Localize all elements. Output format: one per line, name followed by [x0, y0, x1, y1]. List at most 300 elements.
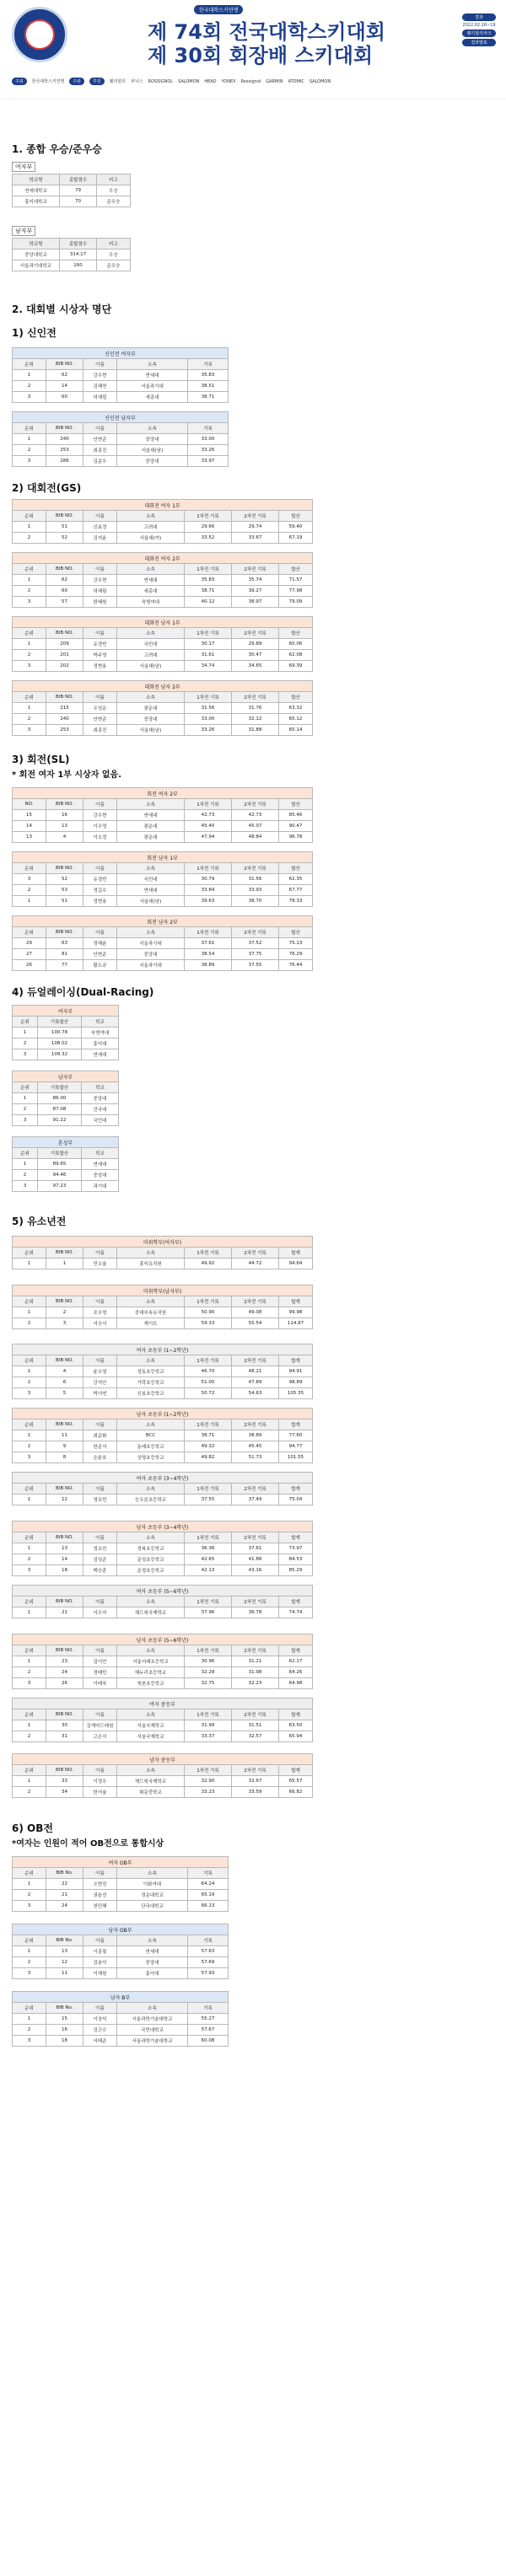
sponsor-item: SALOMON — [309, 78, 331, 84]
table-cell: 이상익 — [83, 2014, 117, 2025]
column-header: 순위 — [13, 692, 46, 703]
table-cell: 45.07 — [232, 821, 279, 832]
table-cell: 18 — [46, 2036, 83, 2047]
table-cell: 108.02 — [38, 1038, 82, 1049]
column-header: 2차전 기록 — [232, 628, 279, 639]
table-cell: 15 — [13, 810, 46, 821]
column-header: 2차전 기록 — [232, 511, 279, 522]
table-cell: 55.54 — [232, 1318, 279, 1329]
table-cell: 이화여대 — [117, 1879, 188, 1890]
column-header: 기록 — [188, 423, 229, 434]
table-row — [13, 1452, 313, 1463]
section-dual: 4) 듀얼레이싱(Dual-Racing) — [12, 986, 154, 998]
table-cell: 상명초등학교 — [117, 1452, 185, 1463]
table-cell: 91.22 — [38, 1115, 82, 1126]
column-header: 합계 — [279, 1296, 313, 1307]
table-row — [13, 703, 313, 714]
column-header: 순위 — [13, 423, 46, 434]
column-header: 이름 — [83, 564, 117, 575]
table-cell: 고려대 — [117, 522, 185, 533]
table-cell: 18 — [46, 1565, 83, 1576]
table-cell: 1 — [13, 1720, 46, 1731]
table-cell: 해누리초등학교 — [117, 1667, 185, 1678]
table-cell: 2 — [13, 714, 46, 725]
result-table — [12, 616, 313, 672]
table-cell: 32.28 — [185, 1667, 232, 1678]
table-cell: 85.46 — [279, 810, 313, 821]
table-cell: 54.63 — [232, 1388, 279, 1399]
table-cell: 66.82 — [279, 1787, 313, 1798]
table-cell: 94.77 — [279, 1441, 313, 1452]
table-cell: 손윤호 — [83, 1452, 117, 1463]
table-cell: 15 — [46, 2014, 83, 2025]
column-header: 순위 — [13, 1419, 46, 1430]
table-cell: 34.65 — [232, 661, 279, 672]
table-cell: 서울과기대 — [117, 381, 188, 392]
table-row — [13, 1181, 119, 1192]
column-header: 합계 — [279, 1355, 313, 1366]
sponsor-item: GARMIN — [266, 78, 283, 84]
table-cell: 13 — [46, 821, 83, 832]
table-cell: 세종대 — [117, 392, 188, 403]
table-caption: 여자 중등부 — [13, 1699, 313, 1709]
table-row — [13, 260, 131, 271]
table-cell: 3 — [13, 1115, 38, 1126]
column-header: 1차전 기록 — [185, 927, 232, 938]
column-header: 순위 — [13, 1532, 46, 1543]
column-header: 소속 — [117, 1355, 185, 1366]
column-header: BIB NO. — [46, 628, 83, 639]
table-cell: 9 — [46, 1441, 83, 1452]
column-header: 순위 — [13, 927, 46, 938]
table-cell: 김준우 — [83, 456, 117, 467]
table-cell: 74.74 — [279, 1607, 313, 1618]
table-cell: 31.56 — [232, 874, 279, 885]
table-cell: 2 — [13, 445, 46, 456]
table-cell: 26 — [13, 960, 46, 971]
table-cell: 휘문중학교 — [117, 1787, 185, 1798]
table-cell: 33.59 — [232, 1787, 279, 1798]
column-header: BIB NO. — [46, 1645, 83, 1656]
column-header: 종합점수 — [60, 174, 97, 185]
table-cell: 이소정 — [83, 832, 117, 843]
table-cell: 32.23 — [232, 1678, 279, 1689]
table-row — [13, 938, 313, 949]
column-header: 소속 — [117, 863, 185, 874]
table-cell: 권윤선 — [83, 1890, 117, 1901]
column-header: 소속 — [117, 564, 185, 575]
table-cell: 36.78 — [232, 1607, 279, 1618]
table-cell: 47.94 — [185, 832, 232, 843]
table-cell: 우승 — [97, 185, 131, 196]
table-row — [13, 1093, 119, 1104]
table-cell: 85.29 — [279, 1565, 313, 1576]
column-header: 1차전 기록 — [185, 1419, 232, 1430]
table-cell: 2 — [13, 650, 46, 661]
table-cell: 서울대(남) — [117, 725, 185, 736]
table-cell: 31.98 — [232, 1667, 279, 1678]
table-cell: 98.89 — [279, 1377, 313, 1388]
women-label: 여자부 — [12, 162, 35, 172]
table-cell: 32.57 — [232, 1731, 279, 1742]
column-header: 1차전 기록 — [185, 511, 232, 522]
table-cell: 윤소영 — [83, 1366, 117, 1377]
table-cell: 33.23 — [185, 1787, 232, 1798]
table-row — [13, 821, 313, 832]
column-header: 2차전 기록 — [232, 692, 279, 703]
table-cell: 연세대 — [117, 885, 185, 896]
table-cell: 가락초등학교 — [117, 1377, 185, 1388]
column-header: BIB NO. — [46, 1355, 83, 1366]
column-header: 학교 — [82, 1082, 119, 1093]
table-row — [13, 1720, 313, 1731]
table-cell: 3 — [13, 1678, 46, 1689]
table-caption: 미취학부(여자부) — [13, 1237, 313, 1248]
table-cell: 30.47 — [232, 650, 279, 661]
table-cell: 고려대 — [117, 650, 185, 661]
table-cell: 2 — [13, 1318, 46, 1329]
table-row — [13, 1430, 313, 1441]
table-cell: 12 — [46, 1495, 83, 1505]
table-cell: 31.61 — [185, 650, 232, 661]
table-row — [13, 1890, 229, 1901]
table-cell: 24 — [46, 1901, 83, 1912]
table-cell: 60.06 — [279, 639, 313, 650]
column-header: 소속 — [117, 359, 188, 370]
column-header: 합계 — [279, 1597, 313, 1607]
table-cell: 31.99 — [185, 1720, 232, 1731]
column-header: 합계 — [279, 1765, 313, 1776]
table-cell: 동래초등학교 — [117, 1441, 185, 1452]
overall-women-table — [12, 174, 131, 207]
men-label: 남자부 — [12, 226, 35, 236]
table-cell: 69.39 — [279, 661, 313, 672]
column-header: 2차전 기록 — [232, 1296, 279, 1307]
sponsor-bar — [12, 78, 494, 85]
table-cell: 게이트 — [117, 1318, 185, 1329]
column-header: BIB NO. — [46, 359, 83, 370]
ob-note: *여자는 인원이 적어 OB전으로 통합시상 — [12, 1839, 164, 1849]
table-caption: 남자부 — [13, 1071, 119, 1082]
table-cell: 38.51 — [188, 381, 229, 392]
column-header: 순위 — [13, 863, 46, 874]
table-cell: 홍익대학교 — [13, 196, 60, 207]
column-header: 기록 — [188, 1868, 229, 1879]
table-cell: 63.32 — [279, 703, 313, 714]
column-header: 소속 — [117, 628, 185, 639]
column-header: BIB NO. — [46, 799, 83, 810]
column-header: 순위 — [13, 1935, 46, 1946]
table-cell: 중앙대 — [117, 714, 185, 725]
event-date: 2022.02.16~19 — [462, 23, 496, 28]
table-caption: 남자 중등부 — [13, 1754, 313, 1765]
table-cell: 서울과기대 — [117, 960, 185, 971]
table-cell: 105.35 — [279, 1388, 313, 1399]
table-cell: 32.90 — [185, 1776, 232, 1787]
column-header: 소속 — [117, 1296, 185, 1307]
table-cell: 2 — [13, 1554, 46, 1565]
table-cell: 34 — [46, 1787, 83, 1798]
table-cell: 서승서 — [83, 1318, 117, 1329]
table-cell: 37.49 — [232, 1495, 279, 1505]
table-cell: 오현진 — [83, 1879, 117, 1890]
table-cell: 77.60 — [279, 1430, 313, 1441]
table-row — [13, 2025, 229, 2036]
table-cell: 286 — [46, 456, 83, 467]
column-header: 소속 — [117, 1765, 185, 1776]
table-row — [13, 2036, 229, 2047]
table-cell: 김성준 — [83, 1554, 117, 1565]
column-header: 소속 — [117, 1868, 188, 1879]
sponsor-item: 후원 — [89, 78, 105, 85]
table-cell: 35.83 — [188, 370, 229, 381]
table-cell: 최종진 — [83, 725, 117, 736]
sponsor-item: 주최 — [12, 78, 27, 85]
column-header: 순위 — [13, 1296, 46, 1307]
column-header: 소속 — [117, 1248, 185, 1258]
table-cell: 2 — [13, 1038, 38, 1049]
table-cell: 34.74 — [185, 661, 232, 672]
table-cell: 1 — [13, 575, 46, 586]
result-table — [12, 1236, 313, 1269]
table-cell: 3 — [13, 874, 46, 885]
table-cell: 62 — [46, 370, 83, 381]
table-cell: 3 — [46, 1318, 83, 1329]
table-cell: 유경빈 — [83, 874, 117, 885]
table-cell: 2 — [13, 1731, 46, 1742]
title-line-2: 제 30회 회장배 스키대회 — [148, 44, 374, 67]
column-header: 이름 — [83, 1765, 117, 1776]
table-cell: 성동초등학교 — [117, 1366, 185, 1377]
table-cell: 중앙대 — [82, 1093, 119, 1104]
table-cell: 신용초등학교 — [117, 1388, 185, 1399]
table-cell: 64.98 — [279, 1678, 313, 1689]
table-cell: 38.71 — [188, 392, 229, 403]
table-cell: 37.52 — [232, 938, 279, 949]
table-cell: 우승 — [97, 250, 131, 260]
column-header: 순위 — [13, 359, 46, 370]
column-header: 2차전 기록 — [232, 1532, 279, 1543]
table-cell: 38.71 — [185, 1430, 232, 1441]
column-header: 이름 — [83, 1296, 117, 1307]
column-header: 2차전 기록 — [232, 799, 279, 810]
table-cell: 32.75 — [185, 1678, 232, 1689]
column-header: BIB NO. — [46, 863, 83, 874]
table-row — [13, 1901, 229, 1912]
column-header: 1차전 기록 — [185, 1645, 232, 1656]
table-cell: 16 — [46, 2025, 83, 2036]
table-cell: 29.89 — [232, 639, 279, 650]
table-row — [13, 250, 131, 260]
table-cell: 31.76 — [232, 703, 279, 714]
table-cell: 57.69 — [188, 1957, 229, 1968]
table-cell: 1 — [13, 1430, 46, 1441]
result-table — [12, 1408, 313, 1463]
table-cell: 38.70 — [232, 896, 279, 907]
table-cell: 38.89 — [185, 960, 232, 971]
table-row — [13, 2014, 229, 2025]
result-table — [12, 1071, 119, 1126]
table-row — [13, 1787, 313, 1798]
table-cell: 78.33 — [279, 896, 313, 907]
table-cell: 준우승 — [97, 260, 131, 271]
result-table — [12, 1472, 313, 1505]
table-cell: 강지안 — [83, 1377, 117, 1388]
table-cell: 최종진 — [83, 445, 117, 456]
column-header: 기록 — [188, 359, 229, 370]
result-table — [12, 552, 313, 608]
section-gs: 2) 대회전(GS) — [12, 482, 82, 494]
table-cell: 60 — [46, 586, 83, 597]
column-header: 소속 — [117, 511, 185, 522]
table-cell: 국민대 — [82, 1115, 119, 1126]
column-header: 학교명 — [13, 239, 60, 250]
table-cell: 4 — [46, 1366, 83, 1377]
result-table — [12, 787, 313, 843]
table-cell: 33 — [46, 1776, 83, 1787]
column-header: 1차전 기록 — [185, 692, 232, 703]
table-cell: 중앙대 — [117, 949, 185, 960]
table-cell: 37.75 — [232, 949, 279, 960]
table-cell: 46.70 — [185, 1366, 232, 1377]
column-header: 소속 — [117, 799, 185, 810]
date-column — [462, 12, 496, 48]
table-cell: 정현용 — [83, 661, 117, 672]
table-row — [13, 196, 131, 207]
table-cell: 253 — [46, 445, 83, 456]
table-cell: 2 — [13, 1104, 38, 1115]
table-cell: 3 — [13, 661, 46, 672]
table-cell: 1 — [13, 1159, 38, 1170]
table-row — [13, 575, 313, 586]
table-cell: 4 — [46, 832, 83, 843]
column-header: 소속 — [117, 1532, 185, 1543]
table-cell: 중앙대 — [117, 434, 188, 445]
column-header: BIB No. — [46, 2003, 83, 2014]
table-cell: 89.65 — [38, 1159, 82, 1170]
column-header: BIB NO. — [46, 1419, 83, 1430]
column-header: 순위 — [13, 1709, 46, 1720]
table-cell: 65.12 — [279, 714, 313, 725]
column-header: 순위 — [13, 1248, 46, 1258]
table-cell: 경운대학교 — [117, 1890, 188, 1901]
column-header: 2차전 기록 — [232, 1248, 279, 1258]
table-row — [13, 370, 229, 381]
table-cell: 33.52 — [185, 533, 232, 544]
column-header: BIB NO. — [46, 1532, 83, 1543]
column-header: 합계 — [279, 1532, 313, 1543]
column-header: 이름 — [83, 1645, 117, 1656]
table-cell: 12 — [46, 1957, 83, 1968]
table-cell: 79 — [60, 185, 97, 196]
column-header: 소속 — [117, 423, 188, 434]
table-cell: 42.73 — [232, 810, 279, 821]
table-cell: 3 — [13, 1388, 46, 1399]
table-cell: 42.65 — [185, 1554, 232, 1565]
table-cell: 37.96 — [185, 1607, 232, 1618]
table-cell: 26 — [46, 1678, 83, 1689]
table-cell: 57.63 — [188, 1946, 229, 1957]
table-cell: 1 — [13, 896, 46, 907]
table-row — [13, 714, 313, 725]
column-header: 2차전 기록 — [232, 1355, 279, 1366]
table-cell: 37.61 — [185, 938, 232, 949]
column-header: 순위 — [13, 1765, 46, 1776]
table-cell: 서울서래초등학교 — [117, 1656, 185, 1667]
table-cell: 62 — [46, 575, 83, 586]
table-cell: 22 — [46, 1879, 83, 1890]
column-header: 2차전 기록 — [232, 1597, 279, 1607]
table-cell: 3 — [13, 725, 46, 736]
column-header: 2차전 기록 — [232, 1419, 279, 1430]
column-header: BIB NO. — [46, 423, 83, 434]
table-row — [13, 434, 229, 445]
table-cell: 1 — [13, 370, 46, 381]
column-header: BIB No. — [46, 1868, 83, 1879]
table-row — [13, 1028, 119, 1038]
table-cell: 1 — [13, 1656, 46, 1667]
column-header: 합산 — [279, 863, 313, 874]
sponsor-item: SALOMON — [178, 78, 200, 84]
table-cell: 홍익유치원 — [117, 1258, 185, 1269]
table-cell: 2 — [13, 533, 46, 544]
column-header: 이름 — [83, 1935, 117, 1946]
table-cell: 김용익 — [83, 1957, 117, 1968]
column-header: 2차전 기록 — [232, 927, 279, 938]
table-cell: 71.57 — [279, 575, 313, 586]
table-caption: 혼성부 — [13, 1137, 119, 1148]
column-header: 소속 — [117, 1645, 185, 1656]
column-header: 1차전 기록 — [185, 1765, 232, 1776]
result-table — [12, 1585, 313, 1618]
column-header: 학교 — [82, 1017, 119, 1028]
table-cell: 31.21 — [232, 1656, 279, 1667]
column-header: 2차전 기록 — [232, 564, 279, 575]
column-header: BIB NO. — [46, 1709, 83, 1720]
table-cell: 국민대 — [117, 874, 185, 885]
column-header: 1차전 기록 — [185, 1355, 232, 1366]
table-caption: 대회전 여자 1부 — [13, 500, 313, 511]
table-row — [13, 874, 313, 885]
section-overall: 1. 종합 우승/준우승 — [12, 143, 102, 155]
table-cell: 36.36 — [185, 1543, 232, 1554]
result-table — [12, 1136, 119, 1192]
table-cell: 49.92 — [185, 1258, 232, 1269]
table-cell: 채드윅국제학교 — [117, 1607, 185, 1618]
table-cell: 49.32 — [185, 1441, 232, 1452]
table-cell: 33.26 — [188, 445, 229, 456]
table-cell: 30.17 — [185, 639, 232, 650]
section-awards: 2. 대회별 시상자 명단 — [12, 303, 112, 315]
table-cell: 38.89 — [232, 1430, 279, 1441]
result-table — [12, 1698, 313, 1742]
column-header: 1차전 기록 — [185, 1597, 232, 1607]
table-cell: 1 — [13, 1946, 46, 1957]
table-cell: 능우론초등학교 — [117, 1495, 185, 1505]
table-cell: 51.73 — [232, 1452, 279, 1463]
sponsor-item: ATOMIC — [288, 78, 304, 84]
table-cell: 우성운 — [83, 703, 117, 714]
table-cell: 3 — [13, 597, 46, 608]
column-header: 기록 — [188, 1935, 229, 1946]
table-cell: 62.35 — [279, 874, 313, 885]
table-cell: 2 — [46, 1307, 83, 1318]
table-cell: 240 — [46, 434, 83, 445]
column-header: 소속 — [117, 1484, 185, 1495]
table-row — [13, 1678, 313, 1689]
table-cell: 1 — [13, 1495, 46, 1505]
table-cell: 90.47 — [279, 821, 313, 832]
